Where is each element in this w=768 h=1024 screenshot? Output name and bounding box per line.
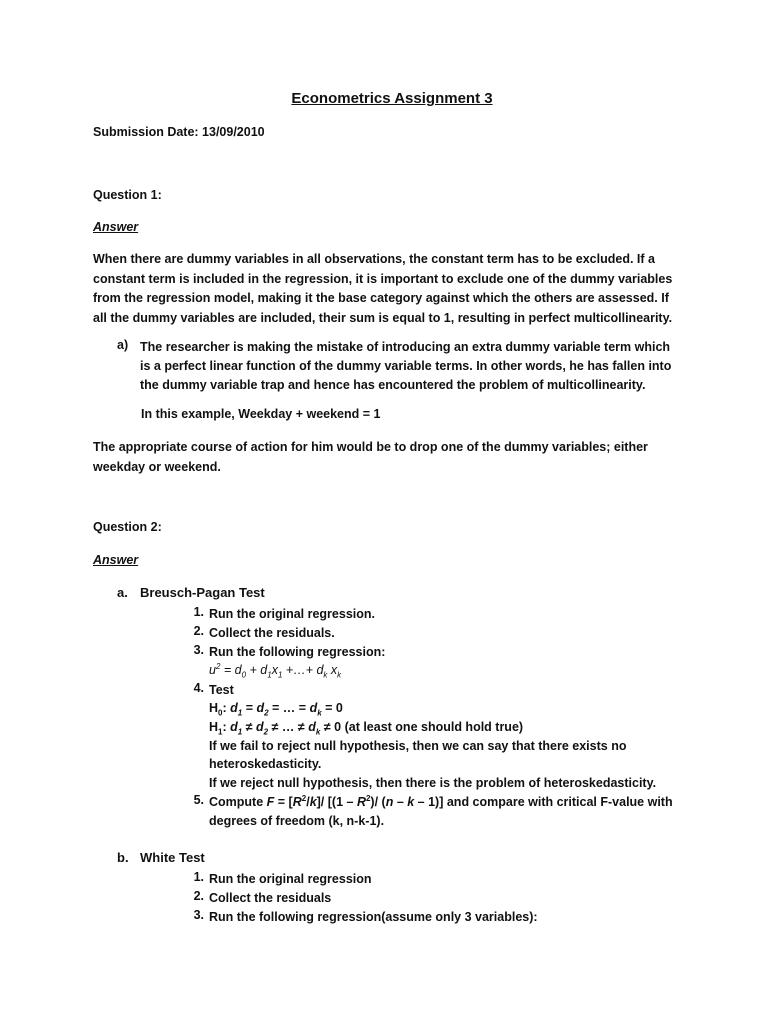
bp-step-number: 1. (193, 605, 204, 619)
fail-reject-line-1: If we fail to reject null hypothesis, then we can say that there exists no (209, 739, 627, 753)
white-step-text: Collect the residuals (209, 891, 332, 905)
alternative-hypothesis: $H_1$: $d_1 \ne d_2$ ≠ … ≠ $d_k \ne 0$ (at least one should hold true) (209, 720, 524, 737)
bp-step-number: 3. (193, 643, 204, 657)
item-a-marker: a) (117, 338, 129, 352)
question-1-conclusion: The appropriate course of action for him would be to drop one of the dummy variables; either weekday or weekend. (93, 440, 648, 474)
bp-step-text: Run the original regression. (209, 607, 375, 621)
white-step-text: Run the following regression(assume only 3 variables): (209, 910, 538, 924)
white-step-number: 3. (193, 908, 204, 922)
bp-step-compute: Compute $F = [R^2/k]/$ [$(1 - R^2)/$ (n – k – 1)] and compare with critical F-value with (209, 793, 673, 809)
white-step-number: 1. (193, 870, 204, 884)
bp-step-number: 4. (193, 681, 204, 695)
page-title: Econometrics Assignment 3 (291, 90, 493, 107)
section-b-marker: b. (117, 850, 129, 865)
question-1-intro: When there are dummy variables in all observations, the constant term has to be excluded. If a constant term is included in the regression, it is important to exclude one of the dummy variables from the regression model, making it the base category against which the others are assessed. If all the dummy variables are included, their sum is equal to 1, resulting in perfect multicollinearity. (93, 252, 673, 325)
section-b-title: White Test (140, 850, 205, 865)
question-1-heading: Question 1: (93, 188, 162, 202)
null-hypothesis: $H_0$: $d_1 = d_2$ = … = $d_k = 0$ (209, 701, 343, 718)
section-a-title: Breusch-Pagan Test (140, 585, 265, 600)
fail-reject-line-2: heteroskedasticity. (209, 757, 322, 771)
section-a-marker: a. (117, 585, 128, 600)
white-step-number: 2. (193, 889, 204, 903)
compute-label: Compute (209, 795, 264, 809)
bp-step-number: 5. (193, 793, 204, 807)
bp-step-text: Run the following regression: (209, 645, 386, 659)
bp-step-text: Collect the residuals. (209, 626, 335, 640)
h1-note: (at least one should hold true) (344, 720, 524, 734)
white-step-text: Run the original regression (209, 872, 372, 886)
question-1-answer-label: Answer (93, 220, 139, 234)
bp-step-text: Test (209, 683, 234, 697)
compute-tail: and compare with critical F-value with (446, 795, 673, 809)
question-2-answer-label: Answer (93, 553, 139, 567)
reject-line: If we reject null hypothesis, then there is the problem of heteroskedasticity. (209, 776, 657, 790)
example-equation: In this example, Weekday + weekend = 1 (141, 407, 381, 421)
bp-regression-formula: $u^2 = d_0 + d_1x_1$ +…+ $d_k$ $x_k$ (209, 661, 342, 680)
question-2-heading: Question 2: (93, 520, 162, 534)
submission-date: Submission Date: 13/09/2010 (93, 125, 265, 139)
bp-step-number: 2. (193, 624, 204, 638)
item-a-text: The researcher is making the mistake of introducing an extra dummy variable term which is a perfect linear function of the dummy variable terms. In other words, he has fallen into the dummy variable trap and hence has encountered the problem of multicollinearity. (140, 340, 672, 392)
compute-line-2: degrees of freedom (k, n-k-1). (209, 814, 385, 828)
